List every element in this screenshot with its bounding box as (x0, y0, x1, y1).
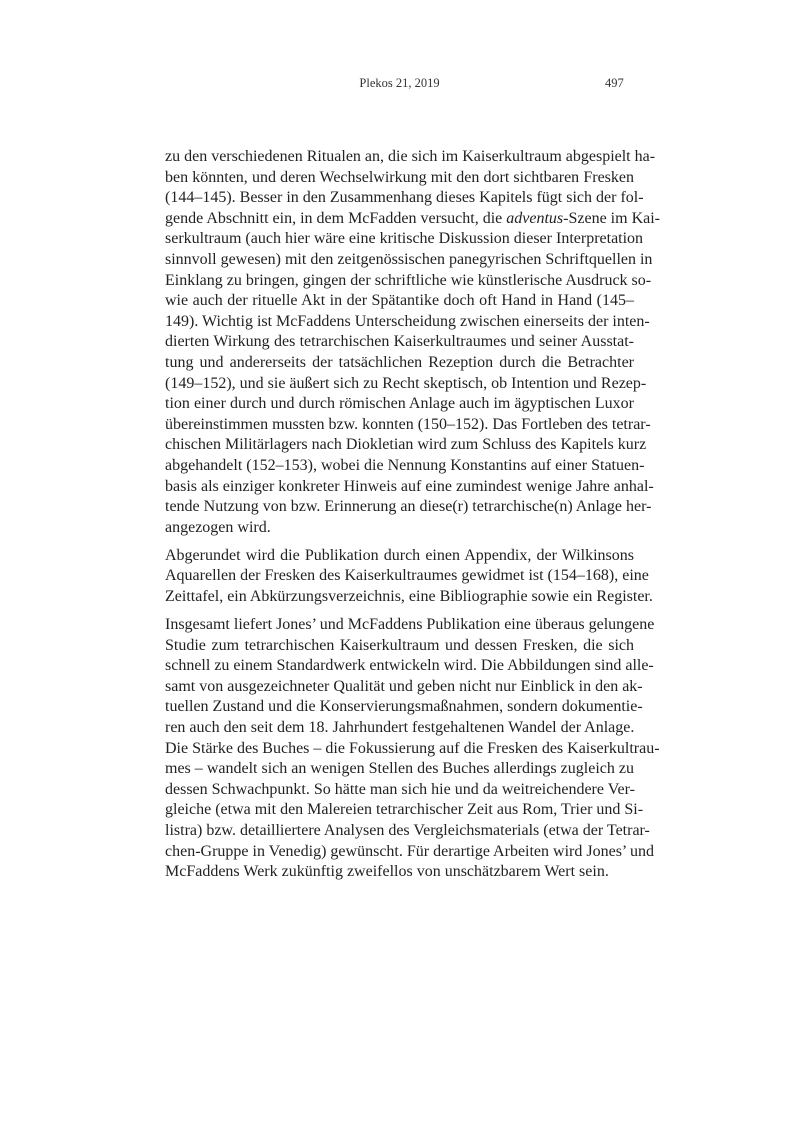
text-line: abgehandelt (152–153), wobei die Nennung Konstantins auf einer Statuen- (165, 456, 645, 474)
text-line: serkultraum (auch hier wäre eine kritische Diskussion dieser Interpretation (165, 230, 644, 248)
text-line: Studie zum tetrarchischen Kaiserkultraum und dessen Fresken, die sich (165, 636, 634, 654)
text-line: listra) bzw. detailliertere Analysen des Vergleichsmaterials (etwa der Tetrar- (165, 822, 650, 839)
text-line: Einklang zu bringen, gingen der schriftliche wie künstlerische Ausdruck so- (165, 271, 652, 289)
text-line: schnell zu einem Standardwerk entwickeln wird. Die Abbildungen sind alle- (165, 657, 654, 675)
text-line: samt von ausgezeichneter Qualität und geben nicht nur Einblick in den ak- (165, 677, 643, 695)
text-line: ren auch den seit dem 18. Jahrhundert festgehaltenen Wandel der Anlage. (165, 719, 635, 737)
text-line: Die Stärke des Buches – die Fokussierung auf die Fresken des Kaiserkultrau- (165, 739, 660, 757)
text-line: tion einer durch und durch römischen Anlage auch im ägyptischen Luxor (165, 395, 634, 413)
paragraph (165, 147, 660, 538)
text-span: gende Abschnitt ein, in dem McFadden versucht, die (165, 209, 507, 227)
text-line: 149). Wichtig ist McFaddens Unterscheidung zwischen einerseits der inten- (165, 312, 650, 330)
text-line: zu den verschiedenen Ritualen an, die sich im Kaiserkultraum abgespielt ha- (165, 148, 656, 165)
page-number: 497 (605, 76, 624, 90)
body-text (165, 147, 660, 890)
text-line: basis als einziger konkreter Hinweis auf eine zumindest wenige Jahre anhal- (165, 477, 654, 495)
text-line: Abgerundet wird die Publikation durch einen Appendix, der Wilkinsons (165, 546, 634, 564)
text-line: Aquarellen der Fresken des Kaiserkultraumes gewidmet ist (154–168), eine (165, 567, 649, 585)
text-line: Zeittafel, ein Abkürzungsverzeichnis, eine Bibliographie sowie ein Register. (165, 587, 653, 605)
text-line: dierten Wirkung des tetrarchischen Kaiserkultraumes und seiner Ausstat- (165, 333, 634, 351)
text-line: chen-Gruppe in Venedig) gewünscht. Für derartige Arbeiten wird Jones’ und (165, 842, 655, 860)
text-line: chischen Militärlagers nach Diokletian wird zum Schluss des Kapitels kurz (165, 436, 647, 454)
paragraph (165, 615, 660, 883)
text-span: -Szene im Kai- (563, 209, 660, 227)
text-line: McFaddens Werk zukünftig zweifellos von unschätzbarem Wert sein. (165, 863, 609, 881)
text-line: angezogen wird. (165, 518, 271, 536)
text-line: (144–145). Besser in den Zusammenhang dieses Kapitels fügt sich der fol- (165, 189, 644, 207)
text-line: sinnvoll gewesen) mit den zeitgenössischen panegyrischen Schriftquellen in (165, 250, 653, 268)
text-line: übereinstimmen mussten bzw. konnten (150–152). Das Fortleben des tetrar- (165, 415, 651, 433)
text-line: gleiche (etwa mit den Malereien tetrarchischer Zeit aus Rom, Trier und Si- (165, 801, 644, 819)
text-line: Insgesamt liefert Jones’ und McFaddens Publikation eine überaus gelungene (165, 616, 655, 634)
text-line: tung und andererseits der tatsächlichen Rezeption durch die Betrachter (165, 353, 634, 371)
text-line: ben könnten, und deren Wechselwirkung mit den dort sichtbaren Fresken (165, 168, 634, 186)
text-line: dessen Schwachpunkt. So hätte man sich hie und da weitreichendere Ver- (165, 780, 635, 798)
text-line (165, 209, 660, 230)
text-line: tuellen Zustand und die Konservierungsmaßnahmen, sondern dokumentie- (165, 698, 643, 716)
text-line: (149–152), und sie äußert sich zu Recht skeptisch, ob Intention und Rezep- (165, 374, 647, 392)
italic-term: adventus (506, 209, 564, 227)
text-line: wie auch der rituelle Akt in der Spätantike doch oft Hand in Hand (145– (165, 292, 634, 310)
text-line: mes – wandelt sich an wenigen Stellen des Buches allerdings zugleich zu (165, 760, 634, 778)
running-header: Plekos 21, 2019 (359, 76, 440, 90)
paragraph (165, 546, 653, 608)
text-line: tende Nutzung von bzw. Erinnerung an diese(r) tetrarchische(n) Anlage her- (165, 498, 652, 516)
